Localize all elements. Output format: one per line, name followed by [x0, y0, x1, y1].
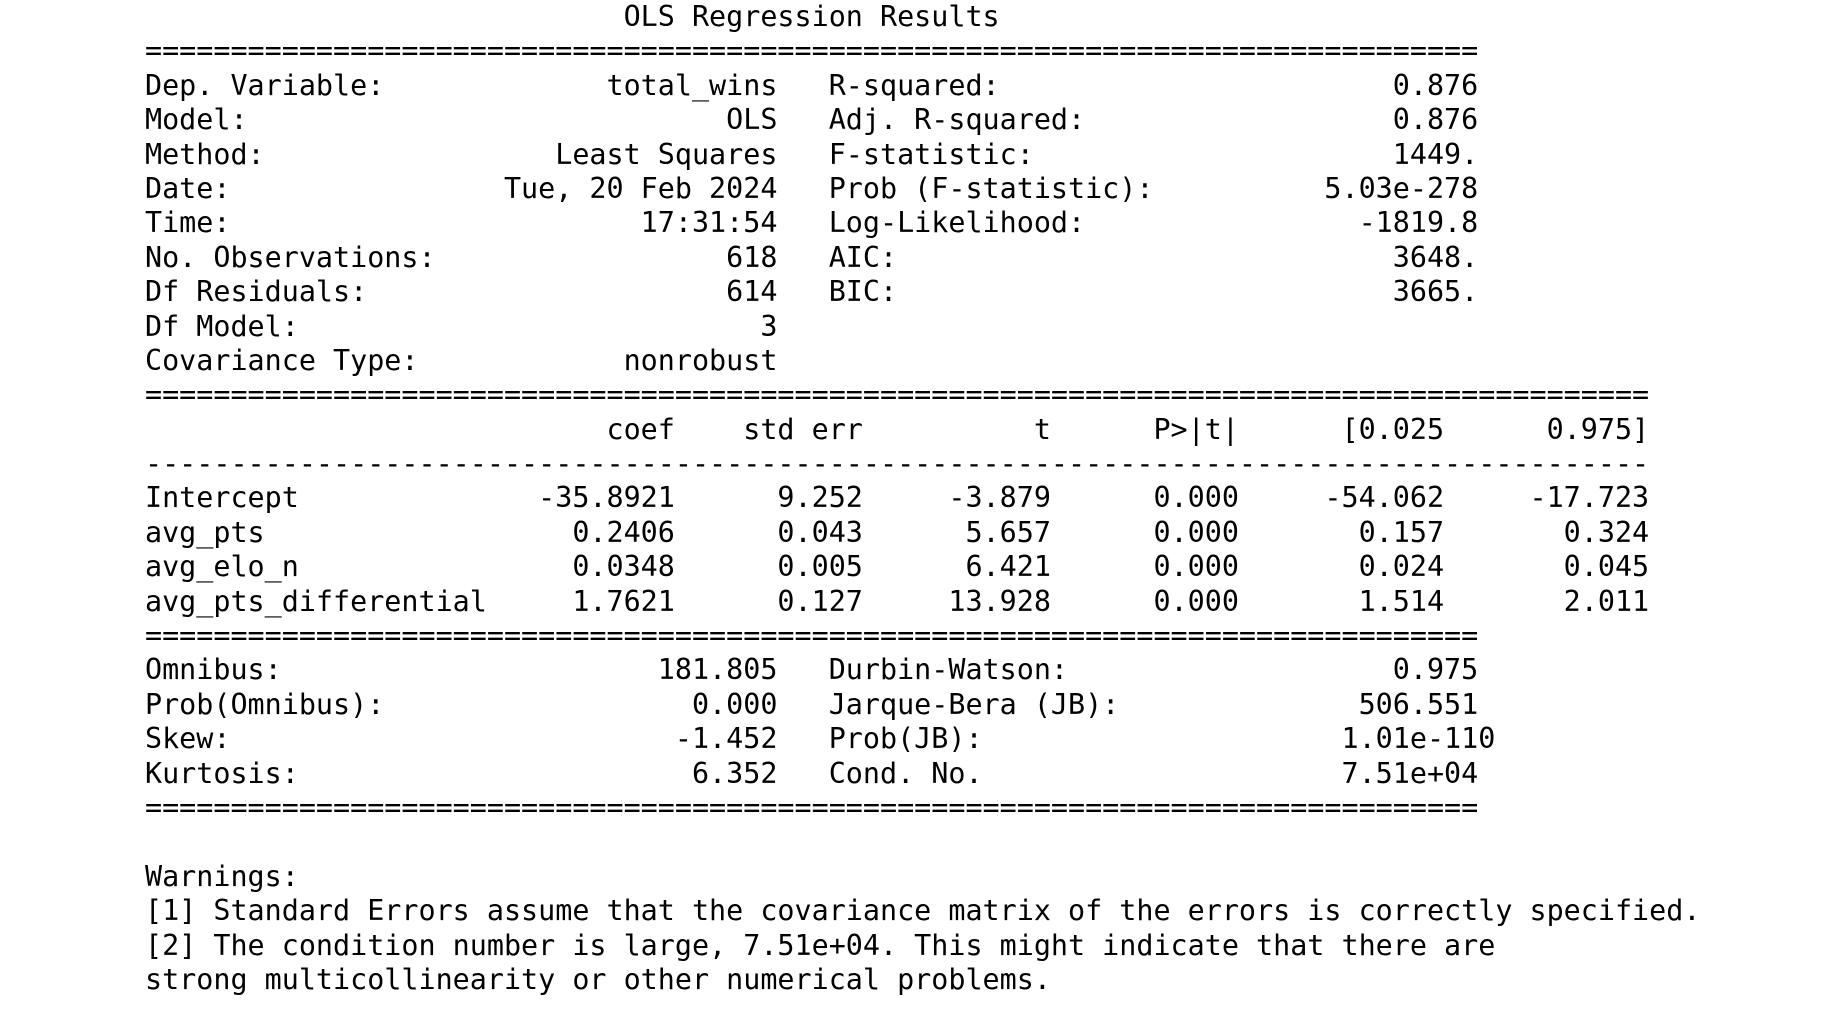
summary-row: Method: Least Squares F-statistic: 1449.	[145, 137, 1479, 171]
coef-table-row: avg_pts_differential 1.7621 0.127 13.928 0.000 1.514 2.011	[145, 584, 1650, 618]
diagnostics-row: Skew: -1.452 Prob(JB): 1.01e-110	[145, 722, 1496, 756]
diagnostics-row: Prob(Omnibus): 0.000 Jarque-Bera (JB): 506.551	[145, 687, 1479, 721]
warning-text: strong multicollinearity or other numerical problems.	[145, 962, 1051, 996]
coef-table-row: avg_pts 0.2406 0.043 5.657 0.000 0.157 0.324	[145, 515, 1650, 549]
summary-row: No. Observations: 618 AIC: 3648.	[145, 240, 1479, 274]
separator-line: ========================================================================================	[145, 378, 1650, 412]
separator-line: ==============================================================================	[145, 619, 1479, 653]
diagnostics-row: Omnibus: 181.805 Durbin-Watson: 0.975	[145, 653, 1479, 687]
summary-row: Model: OLS Adj. R-squared: 0.876	[145, 103, 1479, 137]
summary-row: Df Residuals: 614 BIC: 3665.	[145, 275, 1479, 309]
separator-line: ==============================================================================	[145, 790, 1479, 824]
summary-row: Dep. Variable: total_wins R-squared: 0.876	[145, 68, 1479, 102]
warning-text: [1] Standard Errors assume that the covariance matrix of the errors is correctly specified.	[145, 894, 1701, 928]
summary-row: Time: 17:31:54 Log-Likelihood: -1819.8	[145, 206, 1479, 240]
summary-row: Covariance Type: nonrobust	[145, 343, 1479, 377]
summary-row: Date: Tue, 20 Feb 2024 Prob (F-statistic): 5.03e-278	[145, 171, 1479, 205]
coef-table-row: Intercept -35.8921 9.252 -3.879 0.000 -54.062 -17.723	[145, 481, 1650, 515]
report-title: OLS Regression Results	[145, 0, 1479, 33]
summary-row: Df Model: 3	[145, 309, 1479, 343]
warnings-heading: Warnings:	[145, 859, 299, 893]
diagnostics-row: Kurtosis: 6.352 Cond. No. 7.51e+04	[145, 756, 1479, 790]
coef-table-row: avg_elo_n 0.0348 0.005 6.421 0.000 0.024 0.045	[145, 550, 1650, 584]
regression-report	[145, 0, 1700, 997]
separator-line: ==============================================================================	[145, 34, 1479, 68]
dash-separator-line: ----------------------------------------------------------------------------------------	[145, 447, 1650, 481]
warning-text: [2] The condition number is large, 7.51e+04. This might indicate that there are	[145, 928, 1496, 962]
coef-table-header: coef std err t P>|t| [0.025 0.975]	[145, 412, 1650, 446]
blank-line	[145, 825, 1700, 859]
